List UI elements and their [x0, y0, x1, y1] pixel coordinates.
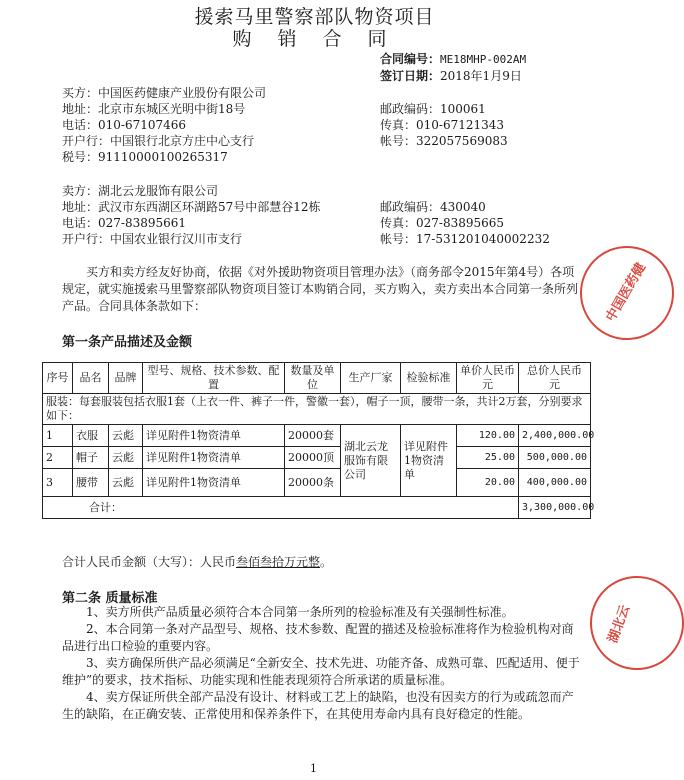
seller-phone: 电话：027-83895661: [62, 216, 187, 230]
row-total: 500,000.00: [519, 447, 591, 469]
article2-item: 3、卖方确保所供产品必须满足“全新安全、技术先进、功能齐备、成熟可靠、匹配适用、便于维护”的要求，技术指标、功能实现和性能表现须符合所承诺的质量标准。: [62, 656, 580, 687]
amount-words-value: 叁佰叁拾万元整: [236, 555, 321, 569]
seller-bank: 开户行：中国农业银行汉川市支行: [62, 232, 243, 246]
sign-date-value: 2018年1月9日: [440, 69, 522, 83]
sign-date: [380, 67, 522, 84]
header-maker: 生产厂家: [341, 363, 401, 394]
table-row: [43, 425, 591, 447]
header-inspect: 检验标准: [401, 363, 457, 394]
header-spec: 型号、规格、技术参数、配置: [143, 363, 285, 394]
amount-words-end: 。: [320, 555, 333, 569]
row-brand: 云彪: [109, 469, 143, 497]
sum-label: 合计：: [43, 497, 519, 519]
row-name: 腰带: [73, 469, 109, 497]
contract-number-value: ME18MHP-002AM: [440, 53, 527, 66]
seller-fax: 传真：027-83895665: [380, 216, 505, 230]
row-spec: 详见附件1物资清单: [143, 469, 285, 497]
row-qty: 20000条: [285, 469, 341, 497]
row-total: 400,000.00: [519, 469, 591, 497]
row-total: 2,400,000.00: [519, 425, 591, 447]
seller-address: 地址：武汉市东西湖区环湖路57号中部慧谷12栋: [62, 200, 321, 214]
row-no: 2: [43, 447, 73, 469]
contract-number: [380, 50, 526, 67]
header-name: 品名: [73, 363, 109, 394]
row-qty: 20000套: [285, 425, 341, 447]
table-sum-row: [43, 497, 591, 519]
row-no: 3: [43, 469, 73, 497]
buyer-seal-icon: 中国医药健: [580, 246, 674, 340]
header-no: 序号: [43, 363, 73, 394]
buyer-tax: 税号：91110000100265317: [62, 150, 228, 164]
table-header-row: [43, 363, 591, 394]
amount-in-words: [62, 553, 332, 570]
buyer-fax: 传真：010-67121343: [380, 118, 505, 132]
header-qty: 数量及单位: [285, 363, 341, 394]
article2-item: 2、本合同第一条对产品型号、规格、技术参数、配置的描述及检验标准将作为检验机构对商品进行出口检验的重要内容。: [62, 622, 574, 653]
intro-text: 买方和卖方经友好协商，依据《对外援助物资项目管理办法》（商务部令2015年第4号）各项规定，就实施援索马里警察部队物资项目签订本购销合同，买方购入，卖方卖出本合同第一条所列产品。合同具体条款如下：: [62, 265, 579, 313]
header-brand: 品牌: [109, 363, 143, 394]
row-name: 帽子: [73, 447, 109, 469]
row-inspect: 详见附件1物资清单: [401, 425, 457, 497]
buyer-address: 地址：北京市东城区光明中街18号: [62, 102, 246, 116]
row-spec: 详见附件1物资清单: [143, 447, 285, 469]
buyer-account: 帐号：322057569083: [380, 134, 508, 148]
seller-name: 卖方：湖北云龙服饰有限公司: [62, 184, 219, 198]
buyer-postcode: 邮政编码：100061: [380, 102, 486, 116]
buyer-bank: 开户行：中国银行北京方庄中心支行: [62, 134, 255, 148]
row-brand: 云彪: [109, 447, 143, 469]
article2-title: 第二条 质量标准: [62, 591, 158, 606]
sum-value: 3,300,000.00: [519, 497, 591, 519]
table-desc-row: [43, 394, 591, 425]
contract-title: 援索马里警察部队物资项目: [194, 6, 435, 28]
amount-words-label: 合计人民币金额（大写）：人民币: [62, 555, 237, 569]
table-row: [43, 469, 591, 497]
intro-paragraph: [62, 264, 582, 315]
contract-number-label: 合同编号：: [380, 52, 441, 66]
row-unit-price: 20.00: [457, 469, 519, 497]
article1-title: 第一条产品描述及金额: [62, 335, 193, 350]
buyer-phone: 电话：010-67107466: [62, 118, 187, 132]
buyer-name: 买方：中国医药健康产业股份有限公司: [62, 86, 267, 100]
row-qty: 20000顶: [285, 447, 341, 469]
row-maker: 湖北云龙服饰有限公司: [341, 425, 401, 497]
row-spec: 详见附件1物资清单: [143, 425, 285, 447]
row-name: 衣服: [73, 425, 109, 447]
table-row: [43, 447, 591, 469]
page-number: 1: [310, 762, 317, 775]
row-unit-price: 25.00: [457, 447, 519, 469]
seller-seal-icon: 湖北云: [590, 576, 684, 670]
header-unit-price: 单价人民币元: [457, 363, 519, 394]
sign-date-label: 签订日期：: [380, 69, 441, 83]
items-table: [42, 362, 595, 519]
seller-postcode: 邮政编码：430040: [380, 200, 486, 214]
header-total: 总价人民币元: [519, 363, 591, 394]
article2-item: 1、卖方所供产品质量必须符合本合同第一条所列的检验标准及有关强制性标准。: [86, 605, 514, 619]
row-no: 1: [43, 425, 73, 447]
article2-item: 4、卖方保证所供全部产品没有设计、材料或工艺上的缺陷，也没有因卖方的行为或疏忽而产生的缺陷，在正确安装、正常使用和保养条件下，在其使用寿命内具有良好稳定的性能。: [62, 690, 574, 721]
seller-account: 帐号：17-531201040002232: [380, 232, 550, 246]
table-description: 服装：每套服装包括衣服1套（上衣一件、裤子一件，警徽一套），帽子一顶，腰带一条，共计2万套，分别要求如下：: [43, 394, 591, 425]
contract-subtitle: 购 销 合 同: [232, 28, 397, 50]
row-brand: 云彪: [109, 425, 143, 447]
row-unit-price: 120.00: [457, 425, 519, 447]
